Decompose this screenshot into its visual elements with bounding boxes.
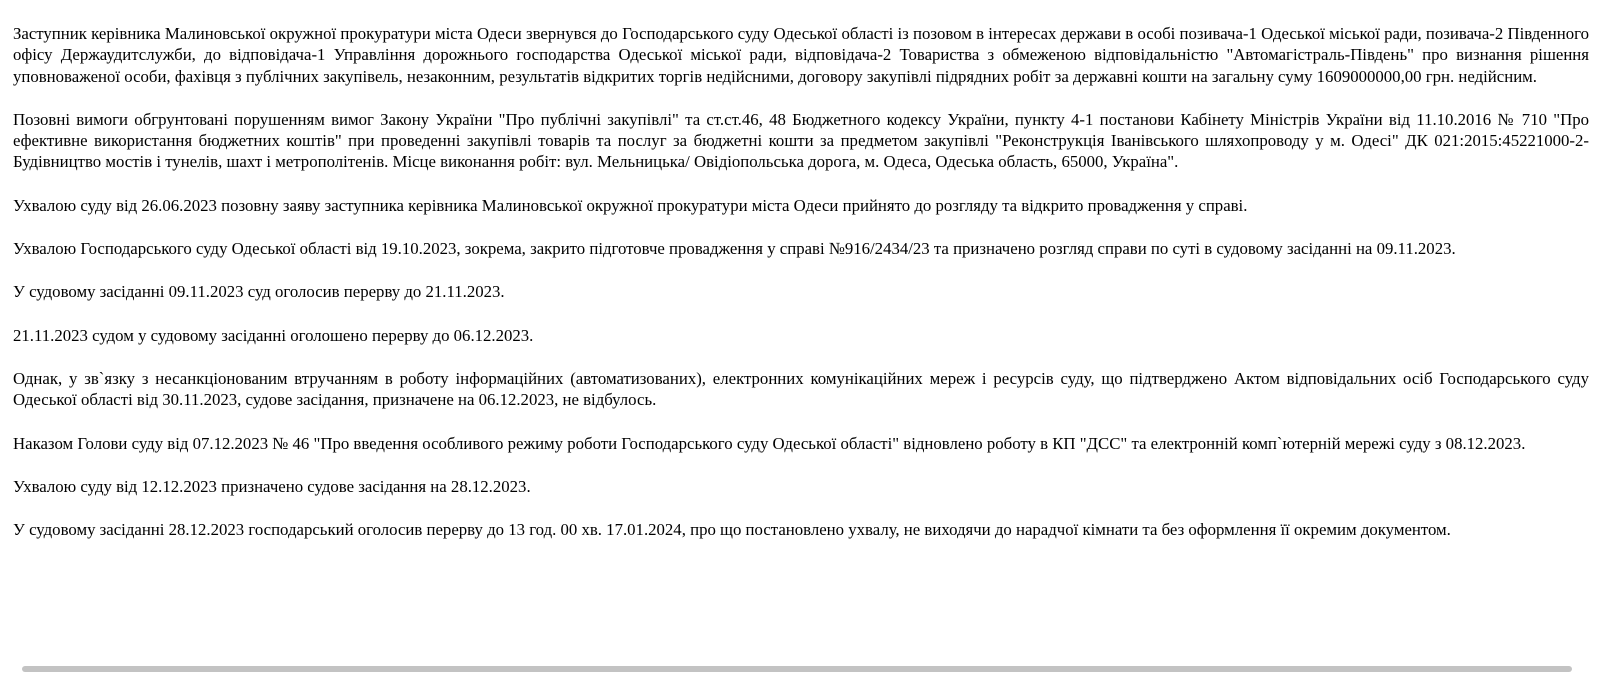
horizontal-scroll-thumb[interactable] (22, 666, 1572, 672)
paragraph-hearing-scheduled: Ухвалою суду від 12.12.2023 призначено судове засідання на 28.12.2023. (13, 476, 531, 496)
horizontal-scrollbar[interactable] (0, 661, 1601, 675)
paragraph-preparatory-closed: Ухвалою Господарського суду Одеської області від 19.10.2023, зокрема, закрито підготовче провадження у справі №916/2434/23 та призначено розгляд справи по суті в судовому засіданні на 09.11.2023. (13, 239, 1456, 259)
paragraph-unauthorized-interference: Однак, у зв`язку з несанкціонованим втручанням в роботу інформаційних (автоматизованих), електронних комунікаційних мереж і ресурсів суду, що підтверджено Актом відповідальних осіб Господарського суду Одеської області від 30.11.2023, судове засідання, призначене на 06.12.2023, не відбулось. (13, 368, 1589, 410)
document-body (13, 23, 1589, 562)
paragraph-claim-grounds: Позовні вимоги обгрунтовані порушенням вимог Закону України "Про публічні закупівлі" та ст.ст.46, 48 Бюджетного кодексу України, пункту 4-1 постанови Кабінету Міністрів України від 11.10.2016 № 710 "Про ефективне використання бюджетних коштів" при проведенні закупівлі товарів та послуг за бюджетні кошти за предметом закупівлі "Реконструкція Іванівського шляхопроводу у м. Одесі" ДК 021:2015:45221000-2-Будівництво мостів і тунелів, шахт і метрополітенів. Місце виконання робіт: вул. Мельницька/ Овідіопольська дорога, м. Одеса, Одеська область, 65000, Україна". (13, 109, 1589, 172)
paragraph-proceedings-opened: Ухвалою суду від 26.06.2023 позовну заяву заступника керівника Малиновської окружної прокуратури міста Одеси прийнято до розгляду та відкрито провадження у справі. (13, 195, 1248, 215)
paragraph-special-regime-order: Наказом Голови суду від 07.12.2023 № 46 "Про введення особливого режиму роботи Господарського суду Одеської області" відновлено роботу в КП "ДСС" та електронній комп`ютерній мережі суду з 08.12.2023. (13, 433, 1526, 453)
paragraph-lawsuit-filing: Заступник керівника Малиновської окружної прокуратури міста Одеси звернувся до Господарського суду Одеської області із позовом в інтересах держави в особі позивача-1 Одеської міської ради, позивача-2 Південного офісу Держаудитслужби, до відповідача-1 Управління дорожнього господарства Одеської міської ради, відповідача-2 Товариства з обмеженою відповідальністю "Автомагістраль-Південь" про визнання рішення уповноваженої особи, фахівця з публічних закупівель, незаконним, результатів відкритих торгів недійсними, договору закупівлі підрядних робіт за державні кошти на загальну суму 1609000000,00 грн. недійсним. (13, 24, 1589, 86)
paragraph-break-until-january: У судовому засіданні 28.12.2023 господарський оголосив перерву до 13 год. 00 хв. 17.01.2024, про що постановлено ухвалу, не виходячи до нарадчої кімнати та без оформлення її окремим документом. (13, 520, 1451, 540)
paragraph-break-announced-2: 21.11.2023 судом у судовому засіданні оголошено перерву до 06.12.2023. (13, 325, 534, 345)
paragraph-break-announced: У судовому засіданні 09.11.2023 суд оголосив перерву до 21.11.2023. (13, 282, 505, 302)
